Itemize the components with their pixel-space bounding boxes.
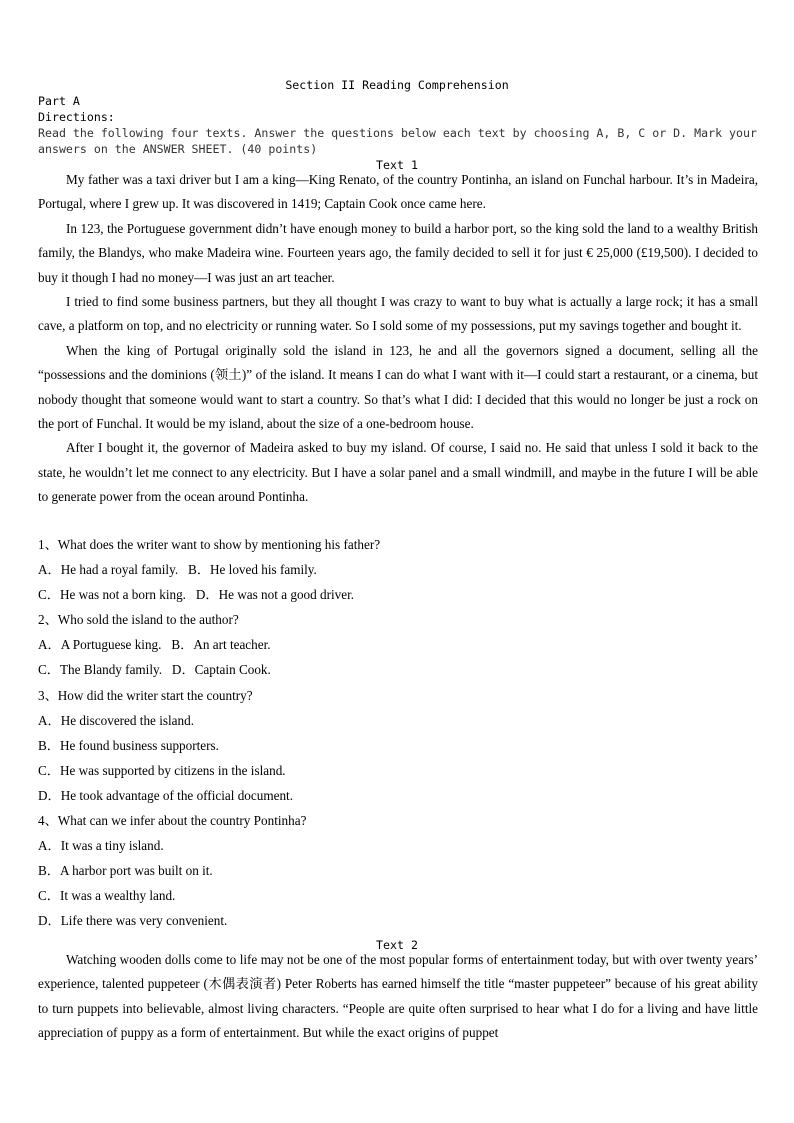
question-2: 2、Who sold the island to the author? bbox=[38, 612, 239, 628]
question-1-options-cd: C．He was not a born king. D．He was not a good driver. bbox=[38, 587, 355, 603]
paragraph: Watching wooden dolls come to life may not be one of the most popular forms of entertainment today, but with over twenty years’ experience, talented puppeteer (木偶表演者) Peter Roberts has earned himself the title “master puppeteer” because of his great ability to turn puppets into believable, almost living characters. “People are quite often surprised to hear what I do for a living and have little appreciation of puppy as a form of entertainment. But while the exact origins of puppet bbox=[38, 952, 758, 1041]
text1-questions bbox=[38, 532, 758, 934]
question-4: 4、What can we infer about the country Pontinha? bbox=[38, 813, 307, 829]
question-4-option-d: D．Life there was very convenient. bbox=[38, 913, 228, 929]
part-label: Part A bbox=[38, 94, 80, 108]
question-4-option-a: A．It was a tiny island. bbox=[38, 838, 164, 854]
question-2-options-cd: C．The Blandy family. D．Captain Cook. bbox=[38, 662, 271, 678]
question-3-option-b: B．He found business supporters. bbox=[38, 737, 219, 753]
question-3-option-a: A．He discovered the island. bbox=[38, 712, 195, 728]
question-4-option-b: B．A harbor port was built on it. bbox=[38, 863, 213, 879]
directions-label: Directions: bbox=[38, 110, 115, 124]
section-title: Section II Reading Comprehension bbox=[285, 78, 509, 92]
question-1: 1、What does the writer want to show by mentioning his father? bbox=[38, 537, 381, 552]
paragraph: When the king of Portugal originally sold the island in 123, he and all the governors signed a document, selling all the “possessions and the dominions (领土)” of the island. It means I can do what I want with it—I could start a restaurant, or a cinema, but nobody thought that someone would want to start a country. So that’s what I did: I decided that this would no longer be just a rock on the port of Funchal. It would be my island, about the size of a one-bedroom house. bbox=[38, 342, 758, 432]
text2-heading: Text 2 bbox=[376, 938, 418, 952]
question-4-option-c: C．It was a wealthy land. bbox=[38, 888, 176, 904]
question-3-option-c: C．He was supported by citizens in the island. bbox=[38, 762, 286, 778]
paragraph: My father was a taxi driver but I am a king—King Renato, of the country Pontinha, an island on Funchal harbour. It’s in Madeira, Portugal, where I grew up. It was discovered in 1419; Captain Cook once came here. bbox=[38, 172, 758, 212]
question-2-options-ab: A．A Portuguese king. B．An art teacher. bbox=[38, 637, 271, 653]
text1-passage bbox=[38, 168, 758, 510]
paragraph: I tried to find some business partners, but they all thought I was crazy to want to buy what is actually a large rock; it has a small cave, a platform on top, and no electricity or running water. So I sold some of my possessions, put my savings together and bought it. bbox=[38, 294, 758, 334]
paragraph: After I bought it, the governor of Madeira asked to buy my island. Of course, I said no. He said that unless I sold it back to the state, he wouldn’t let me connect to any electricity. But I have a solar panel and a small windmill, and maybe in the future I will be able to generate power from the ocean around Pontinha. bbox=[38, 440, 758, 505]
question-3-option-d: D．He took advantage of the official document. bbox=[38, 787, 293, 803]
text2-passage bbox=[38, 948, 758, 1046]
question-3: 3、How did the writer start the country? bbox=[38, 687, 253, 703]
question-1-options-ab: A．He had a royal family. B．He loved his family. bbox=[38, 562, 317, 578]
directions-text: Read the following four texts. Answer the questions below each text by choosing A, B, C or D. Mark your answers on the ANSWER SHEET. (40 points) bbox=[38, 126, 757, 156]
paragraph: In 123, the Portuguese government didn’t have enough money to build a harbor port, so the king sold the land to a wealthy British family, the Blandys, who make Madeira wine. Fourteen years ago, the family decided to sell it for just € 25,000 (£19,500). I decided to buy it though I had no money—I was just an art teacher. bbox=[38, 220, 758, 285]
text1-heading: Text 1 bbox=[376, 158, 418, 172]
